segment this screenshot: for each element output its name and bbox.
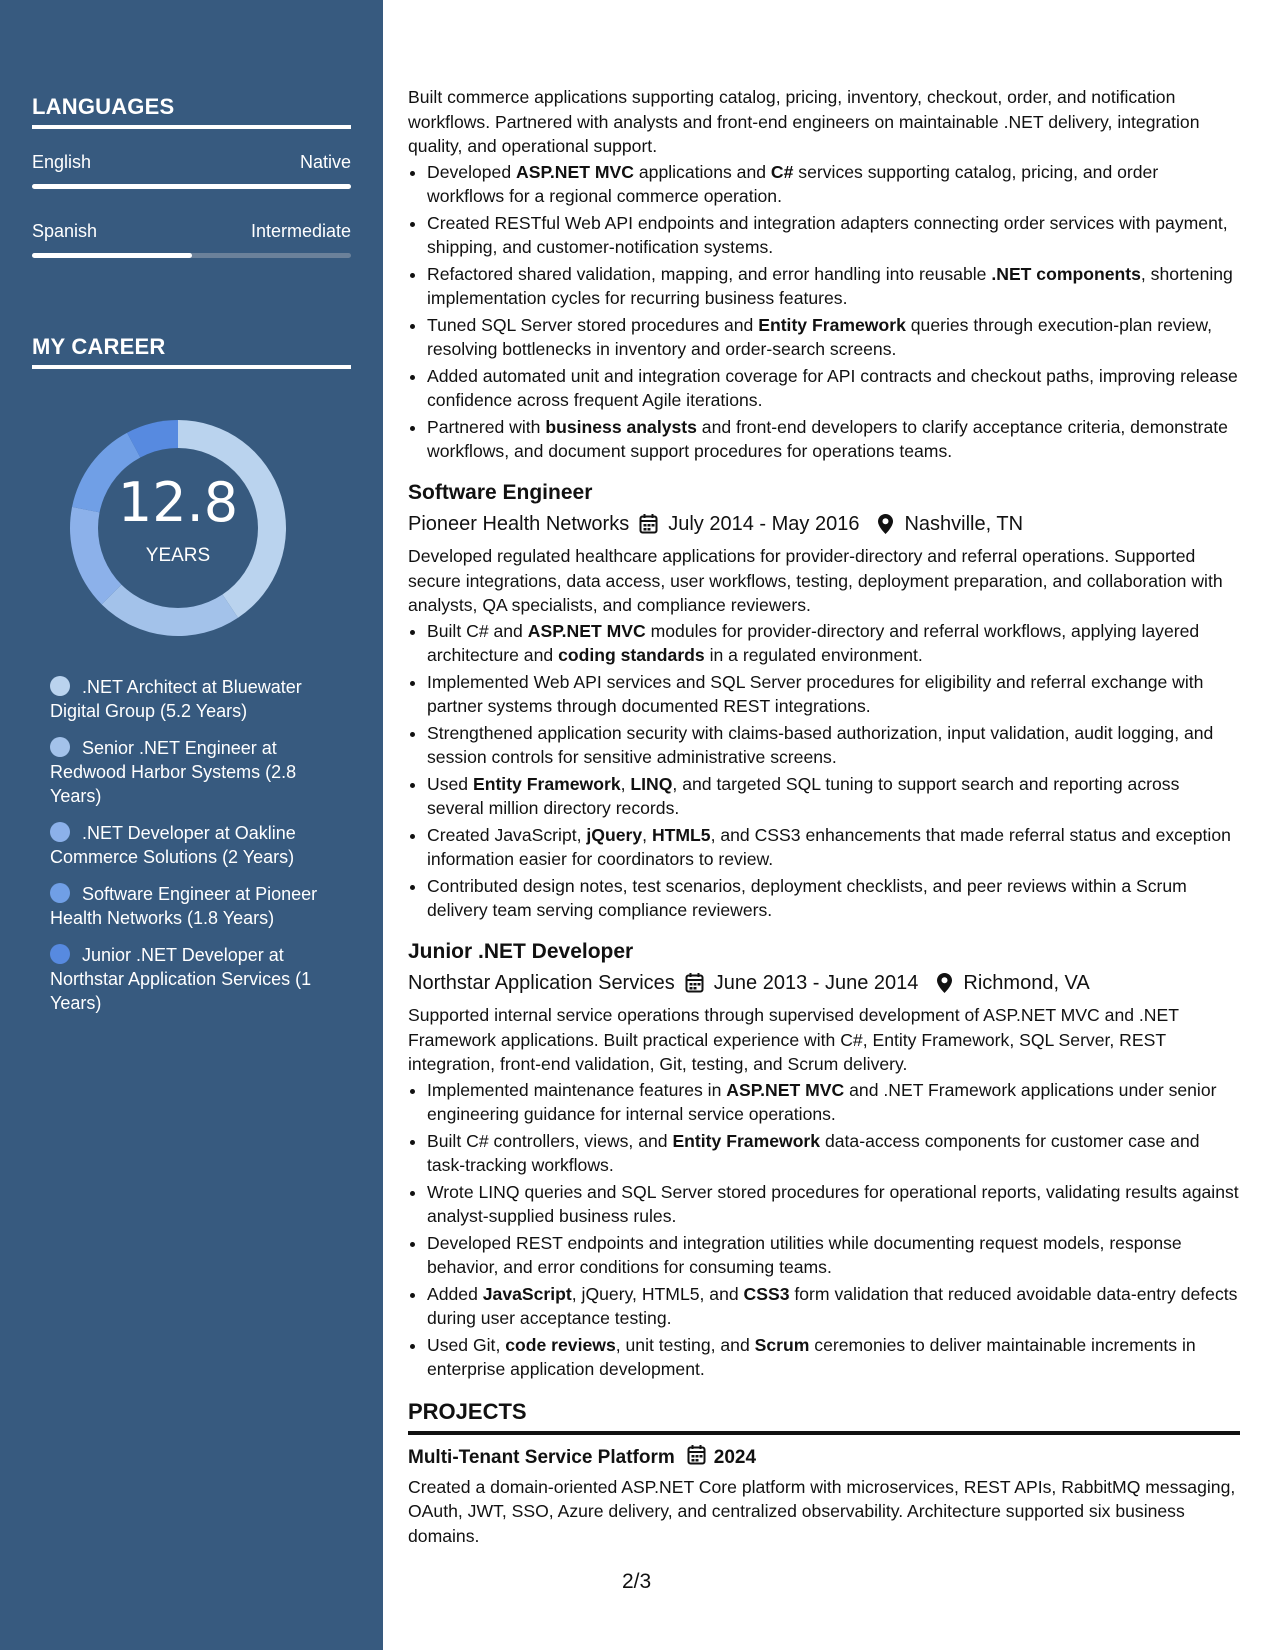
projects-list bbox=[408, 1444, 1240, 1548]
legend-dot-icon bbox=[50, 944, 70, 964]
language-level-fill bbox=[32, 184, 351, 189]
bullet-text: , and targeted SQL tuning to support search and reporting across several million directory records. bbox=[427, 773, 1180, 818]
career-legend-label: .NET Developer at Oakline Commerce Solutions (2 Years) bbox=[50, 823, 296, 867]
bullet-keyword: Entity Framework bbox=[472, 773, 621, 794]
calendar-icon bbox=[685, 972, 704, 993]
bullet-keyword: ASP.NET MVC bbox=[516, 161, 634, 182]
bullet-text: services supporting catalog, pricing, and order workflows for a regional commerce operation. bbox=[427, 161, 1159, 206]
bullet-keyword: jQuery bbox=[586, 824, 643, 845]
bullet-item bbox=[427, 874, 1240, 923]
language-english bbox=[32, 152, 351, 189]
bullet-item bbox=[427, 364, 1240, 413]
bullet-text: modules for provider-directory and referral workflows, applying layered architecture and bbox=[427, 620, 1200, 665]
bullet-item bbox=[427, 1333, 1240, 1382]
job-company: Pioneer Health Networks bbox=[408, 512, 630, 535]
bullet-text: ceremonies to deliver maintainable increments in enterprise application development. bbox=[427, 1334, 1196, 1379]
language-level-fill bbox=[32, 253, 192, 258]
job-summary: Supported internal service operations through supervised development of ASP.NET MVC and .NET Framework applications. Built practical experience with C#, Entity Framework, SQL Server, REST integration, front-end validation, Git, testing, and Scrum delivery. bbox=[408, 1005, 1179, 1074]
job-company: Northstar Application Services bbox=[408, 971, 675, 994]
languages-heading: LANGUAGES bbox=[32, 94, 351, 129]
job-title: Software Engineer bbox=[408, 480, 593, 504]
bullet-item bbox=[427, 772, 1240, 821]
bullet-item bbox=[427, 415, 1240, 464]
job-location: Nashville, TN bbox=[904, 512, 1024, 535]
bullet-text: , and CSS3 enhancements that made referral status and exception information easier for coordinators to review. bbox=[427, 824, 1231, 869]
bullet-keyword: Scrum bbox=[754, 1334, 810, 1355]
bullet-text: Implemented Web API services and SQL Server procedures for eligibility and referral exchange with partner systems through documented REST integrations. bbox=[427, 671, 1204, 716]
career-total-unit: YEARS bbox=[145, 545, 211, 566]
bullet-text: Built C# controllers, views, and bbox=[427, 1130, 673, 1151]
bullet-text: , bbox=[620, 773, 631, 794]
bullet-text: Developed bbox=[427, 161, 517, 182]
job-location: Richmond, VA bbox=[963, 971, 1090, 994]
bullet-keyword: coding standards bbox=[558, 645, 705, 665]
projects-heading: PROJECTS bbox=[408, 1400, 1240, 1436]
legend-dot-icon bbox=[50, 737, 70, 757]
bullet-text: queries through execution-plan review, resolving bottlenecks in inventory and order-search screens. bbox=[427, 314, 1212, 359]
project-description: Created a domain-oriented ASP.NET Core platform with microservices, REST APIs, RabbitMQ messaging, OAuth, JWT, SSO, Azure delivery, and centralized observability. Architecture supported six business domains. bbox=[408, 1476, 1236, 1546]
language-name: Spanish bbox=[32, 221, 98, 241]
bullet-text: Added automated unit and integration coverage for API contracts and checkout paths, improving release confidence across frequent Agile iterations. bbox=[427, 365, 1238, 410]
career-legend-item bbox=[50, 675, 340, 723]
bullet-item bbox=[427, 823, 1240, 872]
project-entry bbox=[408, 1444, 1240, 1548]
career-total-years: 12.8 bbox=[117, 471, 239, 534]
experience-bullets bbox=[408, 160, 1240, 464]
career-legend-label: Junior .NET Developer at Northstar Application Services (1 Years) bbox=[50, 945, 312, 1013]
bullet-item bbox=[427, 1282, 1240, 1331]
project-year: 2024 bbox=[713, 1447, 757, 1468]
job-title: Junior .NET Developer bbox=[408, 939, 634, 963]
bullet-item bbox=[427, 1129, 1240, 1178]
language-spanish bbox=[32, 221, 351, 258]
bullet-text: Developed REST endpoints and integration utilities while documenting request models, response behavior, and error conditions for consuming teams. bbox=[427, 1232, 1182, 1277]
bullet-keyword: ASP.NET MVC bbox=[527, 620, 646, 641]
bullet-item bbox=[427, 1078, 1240, 1127]
bullet-text: Wrote LINQ queries and SQL Server stored procedures for operational reports, validating results against analyst-supplied business rules. bbox=[427, 1181, 1239, 1226]
bullet-text: in a regulated environment. bbox=[704, 645, 923, 665]
bullet-keyword: business analysts bbox=[545, 416, 697, 437]
bullet-text: Added bbox=[427, 1283, 483, 1304]
bullet-item bbox=[427, 211, 1240, 260]
bullet-keyword: Entity Framework bbox=[758, 314, 906, 335]
bullet-text: Refactored shared validation, mapping, and error handling into reusable bbox=[427, 263, 992, 284]
project-header bbox=[408, 1444, 1240, 1473]
career-legend bbox=[50, 675, 340, 1028]
bullet-keyword: ASP.NET MVC bbox=[726, 1079, 845, 1100]
bullet-item bbox=[427, 160, 1240, 209]
bullet-keyword: HTML5 bbox=[651, 824, 711, 845]
bullet-keyword: .NET components bbox=[991, 263, 1141, 284]
bullet-item bbox=[427, 619, 1240, 668]
experience-summary: Built commerce applications supporting catalog, pricing, inventory, checkout, order, and notification workflows. Partnered with analysts and front-end engineers on maintainable .NET delivery, integration quality, and operational support. bbox=[408, 87, 1200, 156]
bullet-keyword: Entity Framework bbox=[672, 1130, 821, 1151]
career-legend-label: Software Engineer at Pioneer Health Networks (1.8 Years) bbox=[50, 884, 318, 928]
bullet-text: , shortening implementation cycles for recurring business features. bbox=[427, 263, 1233, 308]
bullet-keyword: C# bbox=[770, 161, 794, 182]
career-legend-item bbox=[50, 821, 340, 869]
career-legend-label: Senior .NET Engineer at Redwood Harbor Systems (2.8 Years) bbox=[50, 738, 297, 806]
language-level-bar bbox=[32, 253, 351, 258]
job-dates: July 2014 - May 2016 bbox=[668, 512, 860, 535]
bullet-item bbox=[427, 262, 1240, 311]
bullet-text: form validation that reduced avoidable data-entry defects during user acceptance testing. bbox=[427, 1283, 1238, 1328]
bullet-keyword: JavaScript bbox=[482, 1283, 572, 1304]
calendar-icon bbox=[687, 1444, 706, 1473]
bullet-item bbox=[427, 1231, 1240, 1280]
language-level: Native bbox=[299, 152, 351, 172]
job-meta bbox=[408, 971, 1240, 996]
legend-dot-icon bbox=[50, 883, 70, 903]
job-dates: June 2013 - June 2014 bbox=[713, 971, 919, 994]
bullet-text: Partnered with bbox=[427, 416, 546, 437]
language-level: Intermediate bbox=[250, 221, 351, 241]
language-level-bar bbox=[32, 184, 351, 189]
main-content bbox=[408, 85, 1240, 1548]
legend-dot-icon bbox=[50, 822, 70, 842]
language-name: English bbox=[32, 152, 92, 172]
intro-experience bbox=[408, 85, 1240, 464]
bullet-text: Used Git, bbox=[427, 1334, 506, 1355]
calendar-icon bbox=[639, 513, 658, 534]
bullet-text: Built C# and bbox=[427, 620, 528, 641]
job-summary: Developed regulated healthcare applications for provider-directory and referral operations. Supported secure integrations, data access, user workflows, testing, deployment preparation, and collaboration with analysts, QA specialists, and compliance reviewers. bbox=[408, 546, 1223, 615]
bullet-text: Contributed design notes, test scenarios, deployment checklists, and peer reviews within a Scrum delivery team serving compliance reviewers. bbox=[427, 875, 1187, 920]
job-entry bbox=[408, 480, 1240, 923]
job-entry bbox=[408, 939, 1240, 1382]
bullet-text: Created RESTful Web API endpoints and integration adapters connecting order services with payment, shipping, and customer-notification systems. bbox=[427, 212, 1228, 257]
location-pin-icon bbox=[936, 972, 953, 994]
career-donut-chart bbox=[63, 413, 293, 643]
job-meta bbox=[408, 512, 1240, 537]
bullet-text: Tuned SQL Server stored procedures and bbox=[427, 314, 759, 335]
bullet-text: , bbox=[642, 824, 652, 845]
career-heading: MY CAREER bbox=[32, 334, 351, 369]
location-pin-icon bbox=[877, 513, 894, 535]
bullet-item bbox=[427, 1180, 1240, 1229]
project-name: Multi-Tenant Service Platform bbox=[408, 1447, 675, 1468]
bullet-text: , jQuery, HTML5, and bbox=[571, 1283, 744, 1304]
career-legend-item bbox=[50, 882, 340, 930]
sidebar bbox=[0, 0, 383, 1650]
bullet-text: Implemented maintenance features in bbox=[427, 1079, 727, 1100]
job-bullets bbox=[408, 1078, 1240, 1382]
bullet-keyword: LINQ bbox=[630, 773, 673, 794]
bullet-text: data-access components for customer case and task-tracking workflows. bbox=[427, 1130, 1200, 1175]
bullet-keyword: CSS3 bbox=[743, 1283, 790, 1304]
bullet-text: Used bbox=[427, 773, 473, 794]
legend-dot-icon bbox=[50, 676, 70, 696]
career-legend-item bbox=[50, 943, 340, 1015]
bullet-item bbox=[427, 670, 1240, 719]
bullet-text: , unit testing, and bbox=[615, 1334, 755, 1355]
bullet-item bbox=[427, 313, 1240, 362]
job-bullets bbox=[408, 619, 1240, 923]
career-legend-item bbox=[50, 736, 340, 808]
bullet-keyword: code reviews bbox=[505, 1334, 616, 1355]
bullet-text: Strengthened application security with claims-based authorization, input validation, audit logging, and session controls for sensitive administrative screens. bbox=[427, 722, 1214, 767]
bullet-text: applications and bbox=[633, 161, 771, 182]
career-legend-label: .NET Architect at Bluewater Digital Group (5.2 Years) bbox=[50, 677, 302, 721]
bullet-text: Created JavaScript, bbox=[427, 824, 587, 845]
page-number: 2/3 bbox=[622, 1570, 652, 1593]
experience-list bbox=[408, 480, 1240, 1382]
bullet-item bbox=[427, 721, 1240, 770]
bullet-text: and front-end developers to clarify acceptance criteria, demonstrate workflows, and document support procedures for operations teams. bbox=[427, 416, 1228, 461]
bullet-text: and .NET Framework applications under senior engineering guidance for internal service operations. bbox=[427, 1079, 1217, 1124]
